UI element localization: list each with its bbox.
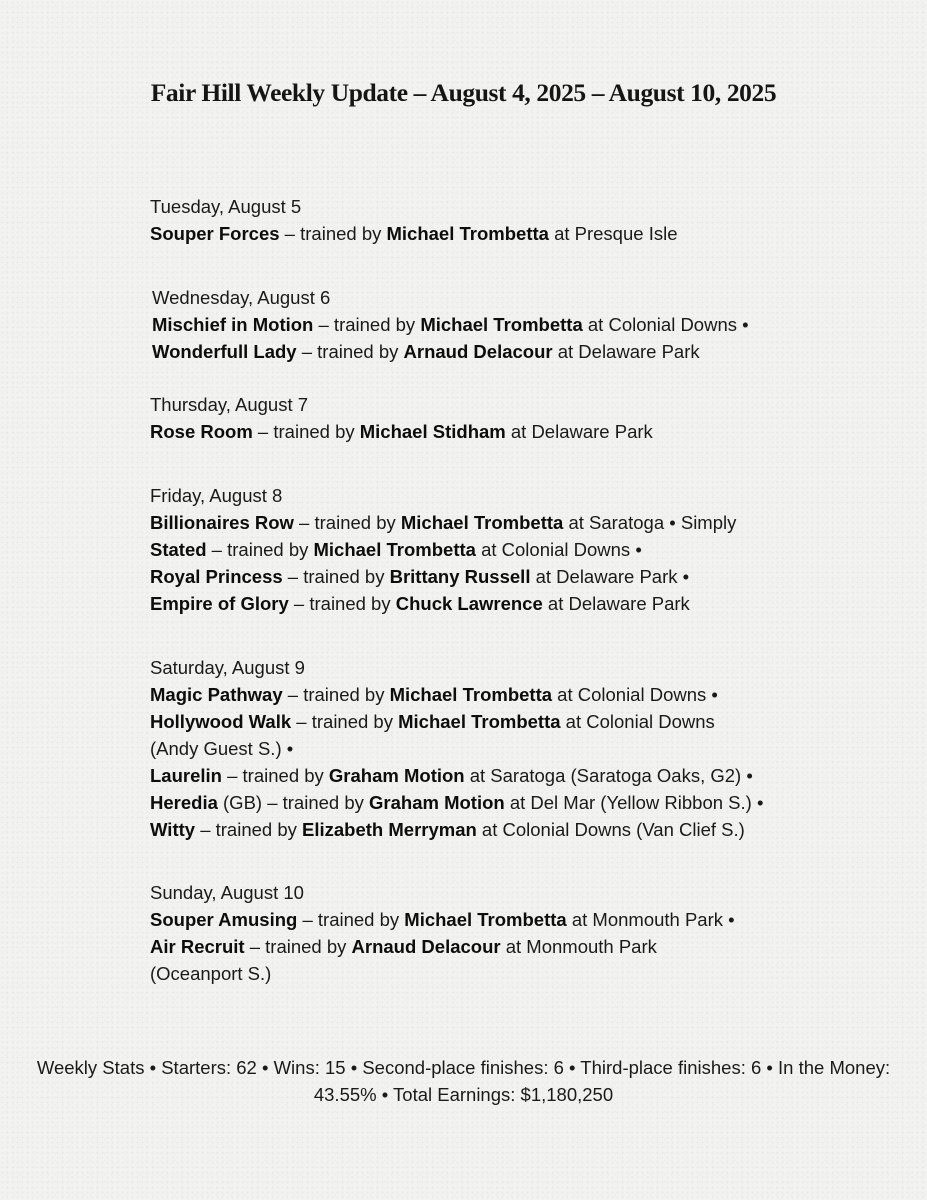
track-text: at Del Mar (Yellow Ribbon S.) • [504, 792, 764, 813]
trainer-name: Chuck Lawrence [395, 593, 543, 614]
horse-name: Witty [150, 819, 196, 840]
result-line [150, 789, 850, 816]
day-label: Sunday, August 10 [150, 882, 304, 903]
horse-name: Billionaires Row [150, 512, 294, 533]
day-label: Tuesday, August 5 [150, 196, 302, 217]
result-line [152, 311, 852, 338]
connector-text: – trained by [195, 819, 303, 840]
day-label: Thursday, August 7 [150, 394, 309, 415]
connector-text: – trained by [282, 566, 390, 587]
day-section-tuesday [150, 193, 850, 247]
horse-name: Souper Forces [150, 223, 280, 244]
result-line-continuation [150, 960, 850, 987]
race-name-text: (Andy Guest S.) • [150, 738, 294, 759]
trainer-name: Arnaud Delacour [403, 341, 553, 362]
connector-text: – trained by [279, 223, 387, 244]
connector-text: – trained by [244, 936, 352, 957]
result-line [150, 762, 850, 789]
result-line [150, 536, 850, 563]
day-section-sunday [150, 879, 850, 987]
connector-text: – trained by [291, 711, 399, 732]
trainer-name: Michael Trombetta [398, 711, 561, 732]
track-text: at Saratoga (Saratoga Oaks, G2) • [464, 765, 753, 786]
day-section-friday [150, 482, 850, 617]
result-line [150, 708, 850, 735]
result-line [150, 590, 850, 617]
track-text: at Colonial Downs • [552, 684, 718, 705]
result-line [150, 563, 850, 590]
day-label: Wednesday, August 6 [152, 287, 331, 308]
result-line [150, 418, 850, 445]
horse-name: Hollywood Walk [150, 711, 292, 732]
horse-name: Wonderfull Lady [152, 341, 297, 362]
track-text: at Saratoga • Simply [563, 512, 737, 533]
trainer-name: Graham Motion [369, 792, 505, 813]
trainer-name: Graham Motion [328, 765, 465, 786]
connector-text: – trained by [282, 684, 390, 705]
result-line [150, 220, 850, 247]
connector-text: – trained by [221, 765, 329, 786]
result-line [150, 681, 850, 708]
horse-name: Air Recruit [150, 936, 245, 957]
horse-name: Empire of Glory [150, 593, 289, 614]
result-line [150, 906, 850, 933]
connector-text: – trained by [293, 512, 401, 533]
track-text: at Colonial Downs • [582, 314, 749, 335]
page-title: Fair Hill Weekly Update – August 4, 2025 – August 10, 2025 [150, 78, 777, 107]
connector-text: – trained by [297, 909, 405, 930]
result-line [150, 509, 850, 536]
track-text: at Delaware Park [505, 421, 653, 442]
connector-text: – trained by [288, 593, 396, 614]
day-section-saturday [150, 654, 850, 843]
horse-name: Stated [150, 539, 207, 560]
day-label: Saturday, August 9 [150, 657, 305, 678]
day-section-wednesday [152, 284, 852, 365]
track-text: at Delaware Park [552, 341, 700, 362]
trainer-name: Michael Trombetta [313, 539, 476, 560]
connector-text: (GB) – trained by [217, 792, 370, 813]
trainer-name: Michael Trombetta [386, 223, 549, 244]
horse-name: Heredia [150, 792, 218, 813]
day-section-thursday [150, 391, 850, 445]
connector-text: – trained by [206, 539, 314, 560]
track-text: at Monmouth Park [500, 936, 657, 957]
track-text: at Delaware Park • [530, 566, 690, 587]
track-text: at Colonial Downs (Van Clief S.) [476, 819, 745, 840]
race-name-text: (Oceanport S.) [150, 963, 272, 984]
trainer-name: Michael Trombetta [389, 684, 553, 705]
result-line [152, 338, 852, 365]
horse-name: Mischief in Motion [152, 314, 314, 335]
result-line [150, 933, 850, 960]
horse-name: Magic Pathway [150, 684, 283, 705]
track-text: at Presque Isle [548, 223, 678, 244]
result-line-continuation [150, 735, 850, 762]
connector-text: – trained by [313, 314, 421, 335]
result-line [150, 816, 850, 843]
day-label: Friday, August 8 [150, 485, 283, 506]
trainer-name: Arnaud Delacour [351, 936, 501, 957]
trainer-name: Michael Trombetta [420, 314, 583, 335]
horse-name: Souper Amusing [150, 909, 298, 930]
track-text: at Colonial Downs [560, 711, 715, 732]
trainer-name: Brittany Russell [389, 566, 531, 587]
track-text: at Colonial Downs • [475, 539, 642, 560]
horse-name: Rose Room [150, 421, 253, 442]
trainer-name: Michael Trombetta [400, 512, 564, 533]
trainer-name: Michael Trombetta [404, 909, 567, 930]
trainer-name: Elizabeth Merryman [302, 819, 477, 840]
track-text: at Delaware Park [542, 593, 690, 614]
track-text: at Monmouth Park • [566, 909, 735, 930]
connector-text: – trained by [296, 341, 404, 362]
connector-text: – trained by [252, 421, 360, 442]
horse-name: Laurelin [150, 765, 222, 786]
trainer-name: Michael Stidham [359, 421, 506, 442]
weekly-stats: Weekly Stats • Starters: 62 • Wins: 15 • Second-place finishes: 6 • Third-place finishes: 6 • In the Money: 43.55% • Total Earnings: $1,180,250 [36, 1057, 891, 1105]
horse-name: Royal Princess [150, 566, 283, 587]
